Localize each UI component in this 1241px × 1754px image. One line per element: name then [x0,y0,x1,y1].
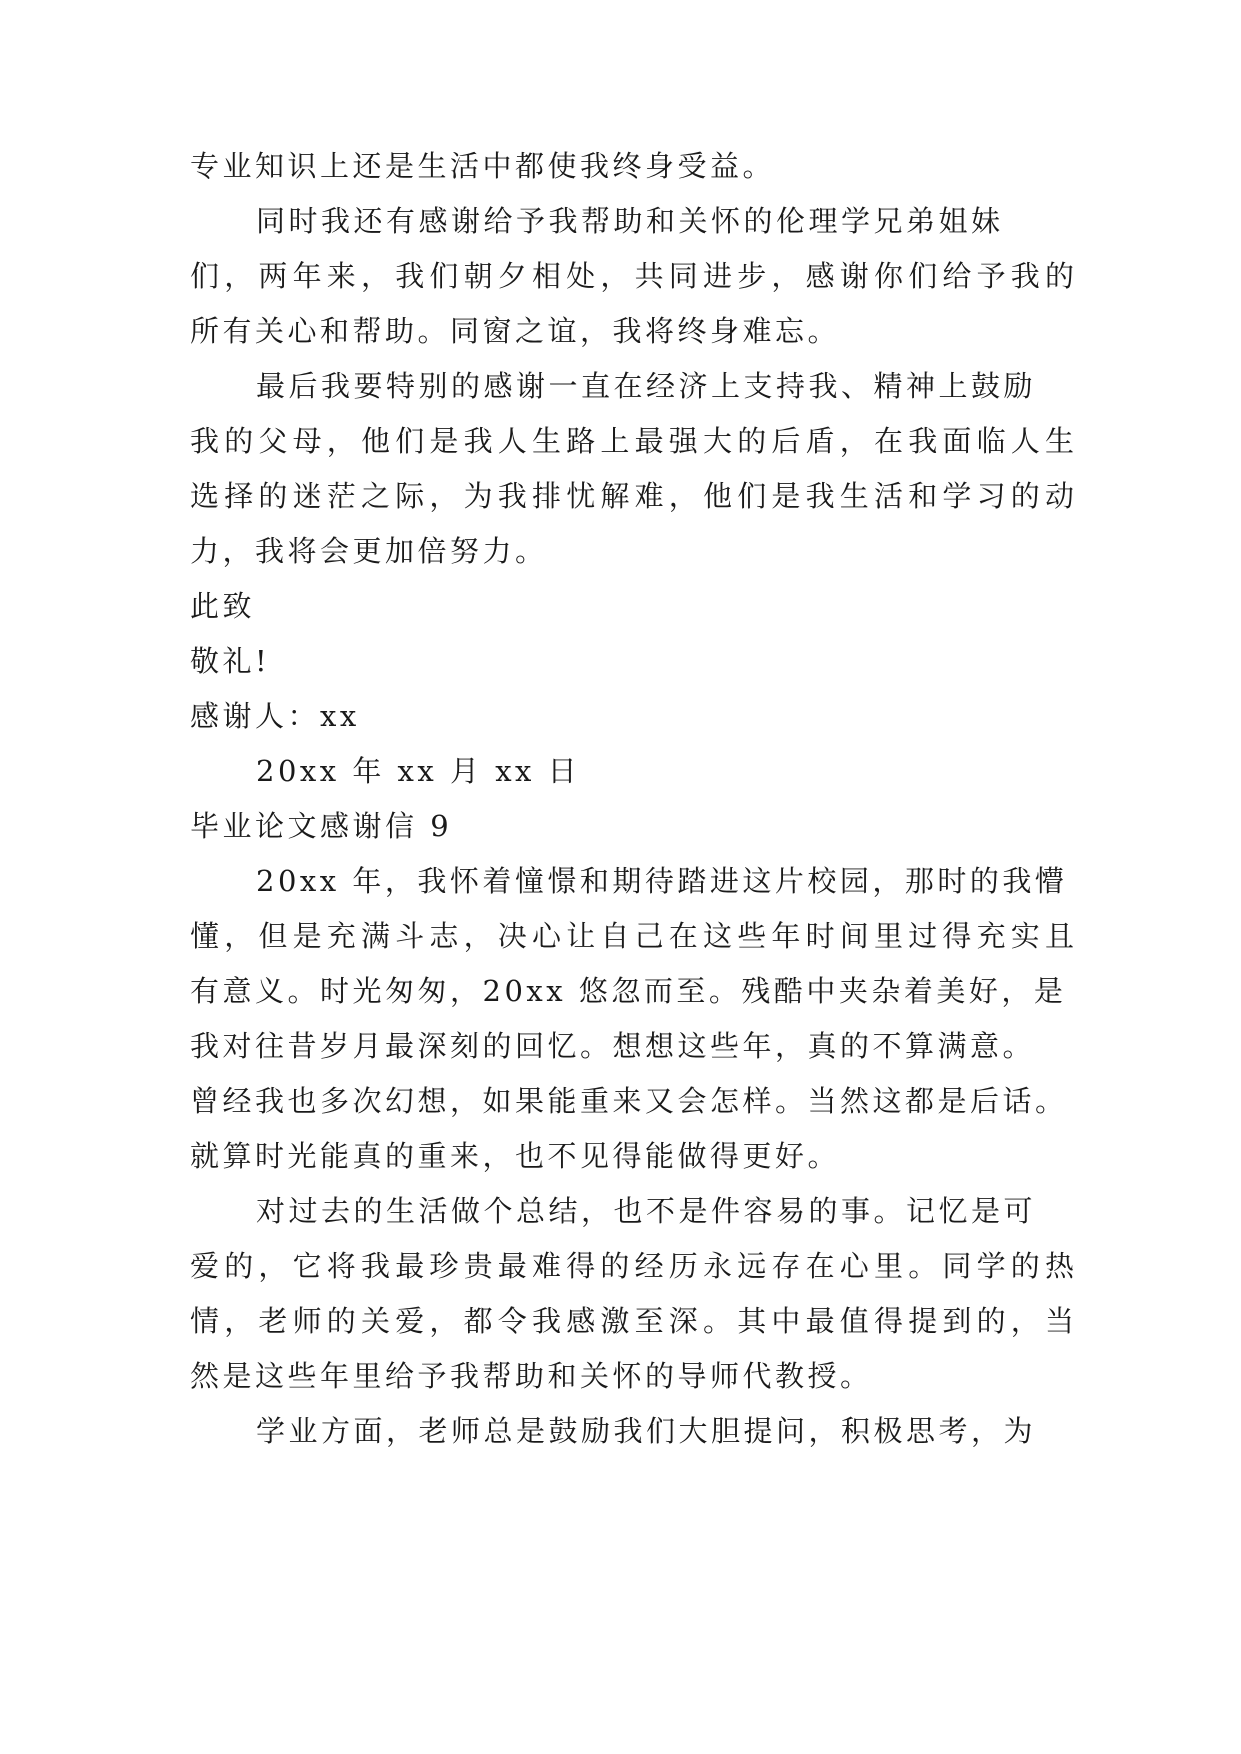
text-line: 力，我将会更加倍努力。 [190,534,548,568]
text-line: 情，老师的关爱，都令我感激至深。其中最值得提到的，当 [190,1304,1080,1338]
text-line: 曾经我也多次幻想，如果能重来又会怎样。当然这都是后话。 [190,1084,1068,1118]
text-line: 所有关心和帮助。同窗之谊，我将终身难忘。 [190,314,841,348]
text-line: 有意义。时光匆匆，20xx 悠忽而至。残酷中夹杂着美好，是 [190,974,1067,1008]
salutation: 此致 [190,589,256,623]
text-line: 然是这些年里给予我帮助和关怀的导师代教授。 [190,1359,873,1393]
date: 20xx 年 xx 月 xx 日 [256,754,581,788]
text-line: 学业方面，老师总是鼓励我们大胆提问，积极思考，为 [256,1414,1037,1448]
text-line: 们，两年来，我们朝夕相处，共同进步，感谢你们给予我的 [190,259,1080,293]
section-title: 毕业论文感谢信 9 [190,809,453,843]
text-line: 我对往昔岁月最深刻的回忆。想想这些年，真的不算满意。 [190,1029,1036,1063]
text-line: 专业知识上还是生活中都使我终身受益。 [190,149,776,183]
text-line: 20xx 年，我怀着憧憬和期待踏进这片校园，那时的我懵 [256,864,1068,898]
text-line: 同时我还有感谢给予我帮助和关怀的伦理学兄弟姐妹 [256,204,1004,238]
text-line: 懂，但是充满斗志，决心让自己在这些年时间里过得充实且 [190,919,1080,953]
text-line: 爱的，它将我最珍贵最难得的经历永远存在心里。同学的热 [190,1249,1080,1283]
text-line: 我的父母，他们是我人生路上最强大的后盾，在我面临人生 [190,424,1080,458]
text-line: 对过去的生活做个总结，也不是件容易的事。记忆是可 [256,1194,1037,1228]
text-line: 就算时光能真的重来，也不见得能做得更好。 [190,1139,841,1173]
text-line: 选择的迷茫之际，为我排忧解难，他们是我生活和学习的动 [190,479,1080,513]
signature: 感谢人：xx [190,699,360,733]
closing: 敬礼! [190,644,271,678]
text-line: 最后我要特别的感谢一直在经济上支持我、精神上鼓励 [256,369,1037,403]
